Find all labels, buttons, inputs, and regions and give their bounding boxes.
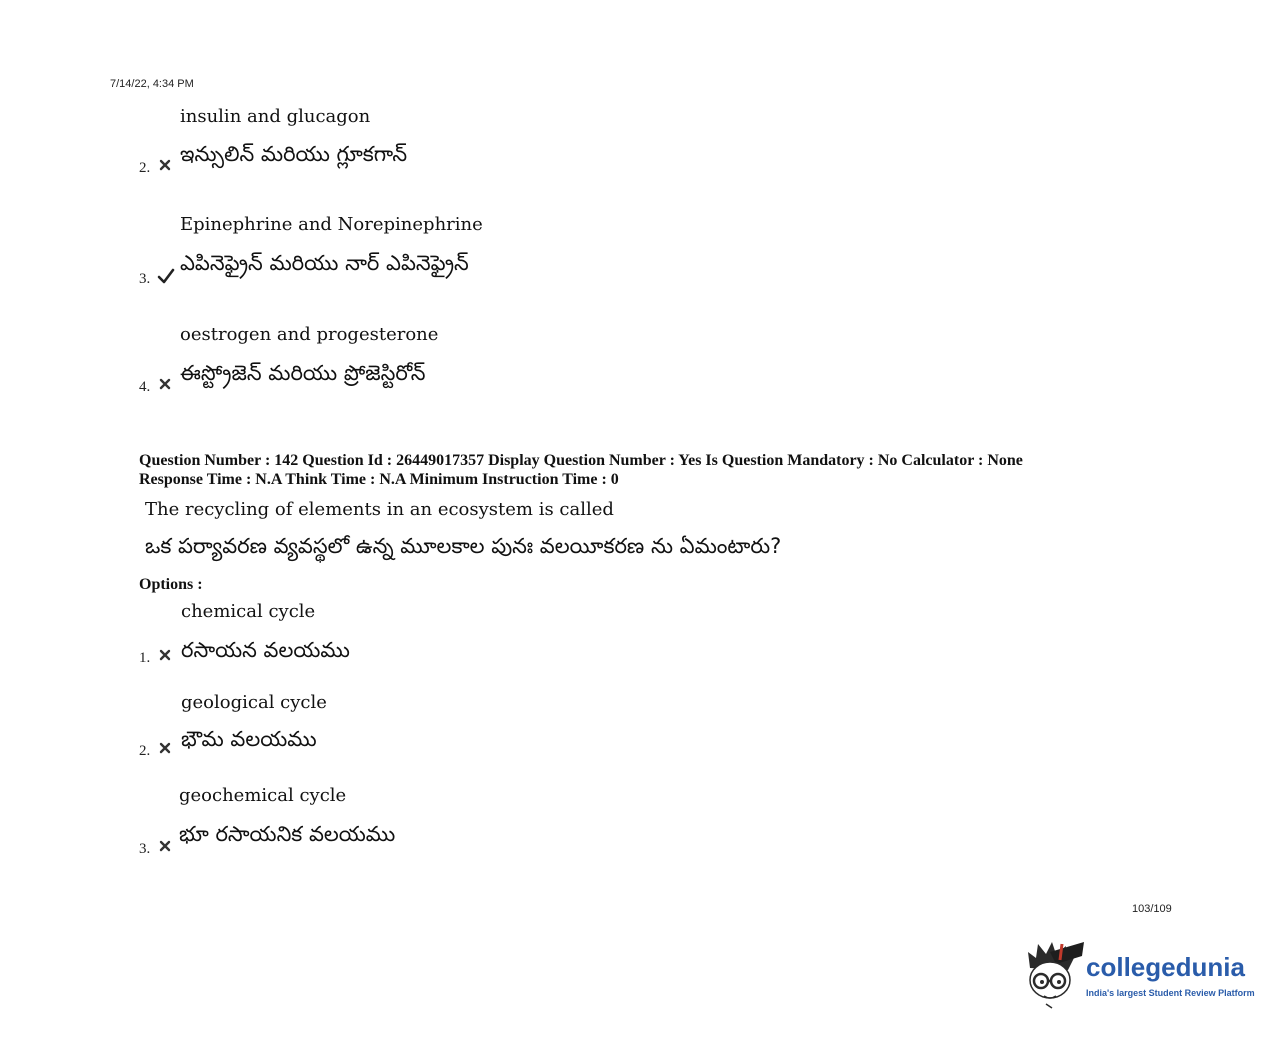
option-text-en: Epinephrine and Norepinephrine bbox=[180, 214, 483, 235]
cross-icon bbox=[158, 741, 172, 755]
cross-icon bbox=[158, 648, 172, 662]
option-number: 2. bbox=[139, 743, 151, 759]
question-text-te: ఒక పర్యావరణ వ్యవస్థలో ఉన్న మూలకాల పునః వలయీకరణ ను ఏమంటారు? bbox=[145, 534, 782, 558]
option-text-te: భౌమ వలయము bbox=[181, 727, 317, 751]
option-text-en: insulin and glucagon bbox=[180, 106, 371, 127]
question-meta-line1: Question Number : 142 Question Id : 26449017357 Display Question Number : Yes Is Question Mandatory : No Calculator : None bbox=[139, 452, 1023, 469]
cross-icon bbox=[158, 158, 172, 172]
option-number: 2. bbox=[139, 160, 151, 176]
logo-name: collegedunia bbox=[1086, 952, 1245, 982]
print-timestamp: 7/14/22, 4:34 PM bbox=[110, 78, 194, 90]
option-text-en: chemical cycle bbox=[181, 601, 316, 622]
option-text-te: ఇన్సులిన్ మరియు గ్లూకగాన్ bbox=[180, 142, 408, 166]
cross-icon bbox=[158, 839, 172, 853]
options-label: Options : bbox=[139, 576, 203, 593]
collegedunia-logo[interactable] bbox=[1022, 938, 1262, 1010]
checkmark-icon bbox=[157, 268, 175, 284]
option-text-en: oestrogen and progesterone bbox=[180, 324, 439, 345]
option-number: 1. bbox=[139, 650, 151, 666]
option-number: 3. bbox=[139, 271, 151, 287]
option-number: 4. bbox=[139, 379, 151, 395]
option-text-te: ఎపినెఫ్రైన్ మరియు నార్ ఎపినెఫ్రైన్ bbox=[180, 251, 469, 275]
option-text-te: ఈస్ట్రోజెన్ మరియు ప్రోజెస్టిరోన్ bbox=[180, 361, 426, 385]
option-text-te: రసాయన వలయము bbox=[181, 638, 350, 662]
page-number: 103/109 bbox=[1132, 903, 1172, 915]
option-text-en: geochemical cycle bbox=[179, 785, 347, 806]
question-text-en: The recycling of elements in an ecosystem is called bbox=[145, 499, 614, 520]
option-text-en: geological cycle bbox=[181, 692, 327, 713]
option-number: 3. bbox=[139, 841, 151, 857]
mascot-icon bbox=[1022, 938, 1086, 1010]
option-text-te: భూ రసాయనిక వలయము bbox=[179, 822, 396, 846]
logo-tagline: India's largest Student Review Platform bbox=[1086, 988, 1255, 998]
cross-icon bbox=[158, 377, 172, 391]
question-meta-line2: Response Time : N.A Think Time : N.A Minimum Instruction Time : 0 bbox=[139, 471, 619, 488]
